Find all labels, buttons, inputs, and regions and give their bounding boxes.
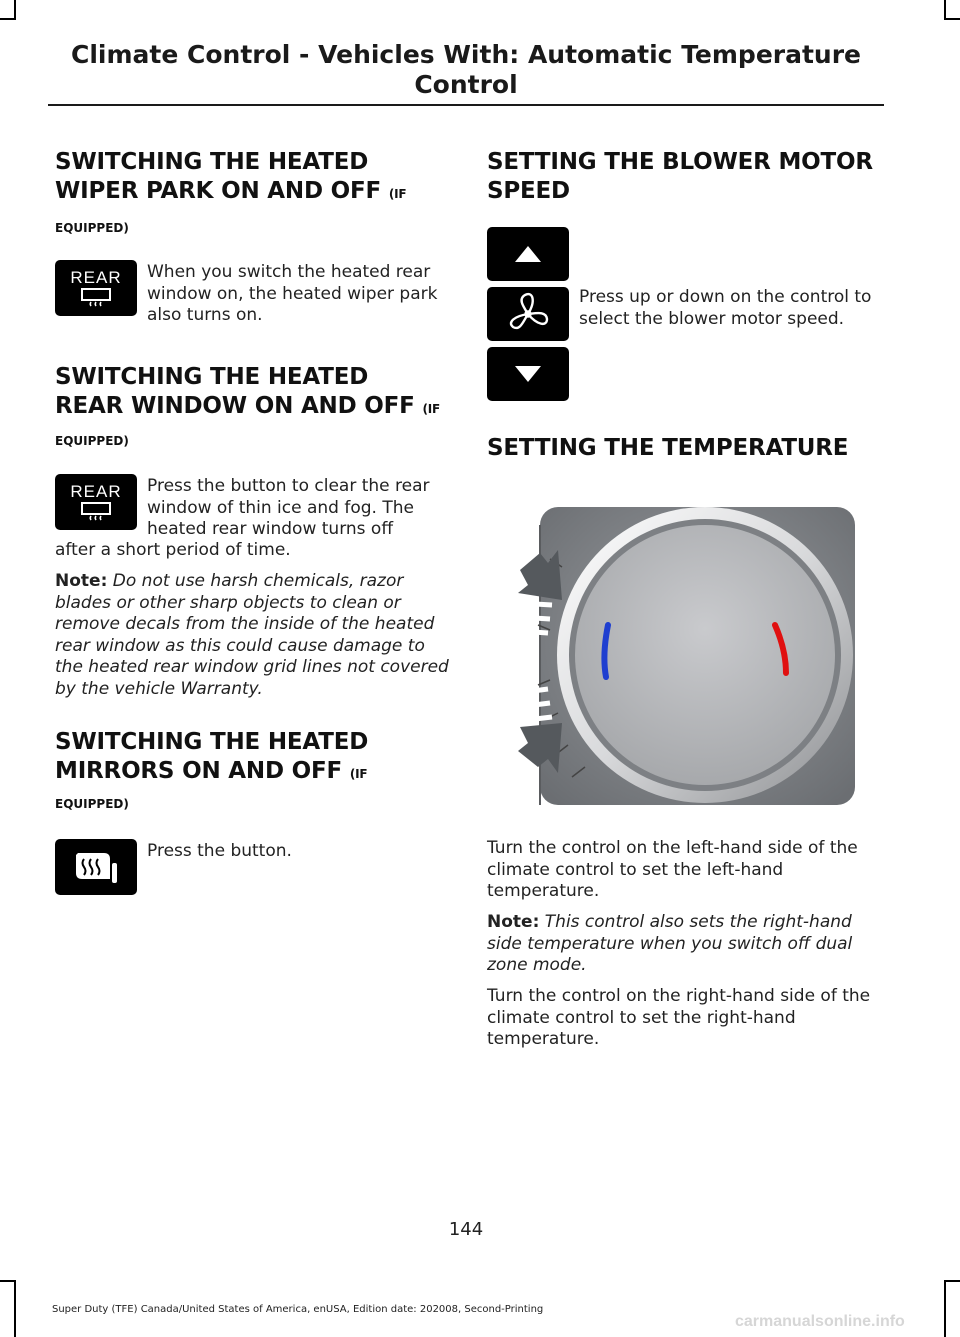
rear-window-defrost-button-icon: REAR (55, 474, 137, 530)
fan-icon (503, 291, 553, 337)
equipped-tag: EQUIPPED) (55, 434, 129, 448)
heading-heated-mirrors: SWITCHING THE HEATED MIRRORS ON AND OFF (IF (55, 729, 369, 784)
heated-mirror-button-icon (55, 839, 137, 895)
crop-mark (944, 1280, 960, 1282)
note-harsh-chemicals: Note: Do not use harsh chemicals, razor blades or other sharp objects to clean or remove decals from the inside of the heated rear window as this could cause damage to the heated rear window grid lines not covered by the vehicle Warranty. (55, 571, 449, 699)
arrow-down-icon (513, 364, 543, 384)
heated-rear-window-text-tail: after a short period of time. (55, 540, 291, 560)
fan-down-button-icon (487, 347, 569, 401)
header-divider (48, 104, 884, 106)
crop-mark (14, 0, 16, 18)
crop-mark (944, 18, 960, 20)
page-number: 144 (448, 1219, 484, 1240)
heated-rear-window-text: Press the button to clear the rear window of thin ice and fog. The heated rear window turns off (147, 476, 430, 539)
fan-up-button-icon (487, 227, 569, 281)
equipped-tag: EQUIPPED) (55, 221, 129, 235)
heated-wiper-park-text: When you switch the heated rear window on, the heated wiper park also turns on. (147, 262, 438, 325)
crop-mark (14, 1280, 16, 1337)
watermark: carmanualsonline.info (735, 1313, 905, 1330)
crop-mark (0, 1280, 16, 1282)
crop-mark (944, 1280, 946, 1337)
heading-blower-motor-speed: SETTING THE BLOWER MOTOR SPEED (487, 149, 873, 204)
edition-line: Super Duty (TFE) Canada/United States of America, enUSA, Edition date: 202008, Second-Printing (52, 1304, 544, 1315)
rear-defrost-button-icon: REAR (55, 260, 137, 316)
arrow-up-icon (513, 244, 543, 264)
heading-heated-rear-window: SWITCHING THE HEATED REAR WINDOW ON AND OFF (IF (55, 364, 441, 419)
rear-defrost-grid-icon (76, 286, 116, 308)
fan-button-icon (487, 287, 569, 341)
heading-setting-temperature: SETTING THE TEMPERATURE (487, 435, 849, 461)
page-header-title: Climate Control - Vehicles With: Automatic Temperature Control (70, 40, 862, 99)
note-dual-zone: Note: This control also sets the right-hand side temperature when you switch off dual zone mode. (487, 912, 853, 975)
heated-mirror-icon (68, 847, 124, 887)
left-temperature-text: Turn the control on the left-hand side of the climate control to set the left-hand temperature. (487, 838, 858, 901)
crop-mark (0, 18, 16, 20)
rear-defrost-grid-icon (76, 500, 116, 522)
crop-mark (944, 0, 946, 18)
right-temperature-text: Turn the control on the right-hand side of the climate control to set the right-hand temperature. (487, 986, 871, 1049)
blower-speed-text: Press up or down on the control to select the blower motor speed. (579, 287, 872, 329)
equipped-tag: EQUIPPED) (55, 797, 129, 811)
heading-heated-wiper-park: SWITCHING THE HEATED WIPER PARK ON AND OFF (IF (55, 149, 407, 204)
temperature-knob-illustration (510, 505, 855, 810)
heated-mirrors-text: Press the button. (147, 841, 292, 861)
